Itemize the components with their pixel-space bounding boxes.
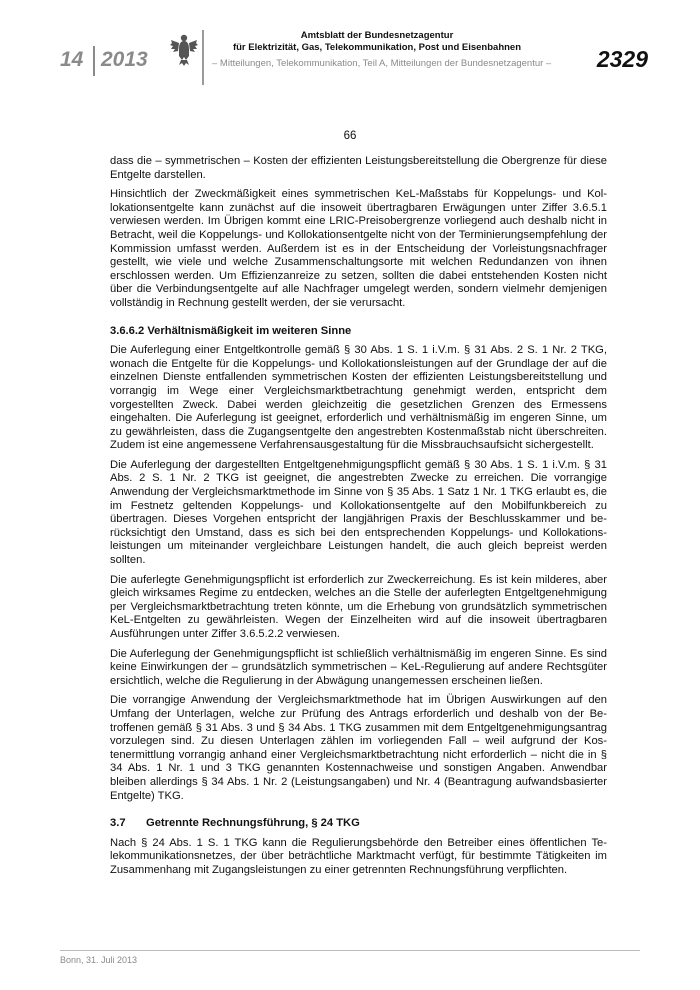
document-body [110, 155, 607, 884]
paragraph: Die Auferlegung der Genehmigungspflicht ist schließlich verhältnismäßig im engeren Sinne. Es sind keine Einwirkungen der – grundsätzlich symmetrischen – KeL-Regulierung auf andere Rechtsgüter ersichtlich, welche die Regulierung in der Abwägung unangemessen erscheinen ließen. [110, 647, 607, 687]
section-number: 3.7 [110, 817, 126, 830]
paragraph: Hinsichtlich der Zweckmäßigkeit eines symmetrischen KeL-Maßstabs für Koppelungs- und Kollokationsentgelte kann zunächst auf die insoweit übertragbaren Erwägungen unter Ziffer 3.6.5.1 verwiesen werden. Im Übrigen kommt eine LRIC-Preisobergrenze vorliegend auch deshalb nicht in Betracht, weil die Koppelungs- und Kollokationsentgelte nicht von der Terminierungsempfehlung der Kommission umfasst werden. Außerdem ist es in der Entscheidung der Vorleistungsnachfrager gestellt, wie viele und welche Zusammenschaltungsorte mit welchen Redundanzen von ihnen erschlossen werden. Um Effizienzanreize zu setzen, sollten die dabei entstehenden Kosten nicht über die Verbindungsentgelte auf alle Nachfrager umgelegt werden, sondern vielmehr demjenigen vollständig in Rechnung gestellt werden, der sie verursacht. [110, 188, 607, 309]
issue-year: 2013 [101, 48, 148, 71]
paragraph: Die vorrangige Anwendung der Vergleichsmarktmethode hat im Übrigen Auswirkungen auf den Umfang der Unterlagen, welche zur Prüfung des Antrags erforderlich und deshalb von der Betroffenen gemäß § 31 Abs. 3 und § 34 Abs. 1 TKG zusammen mit dem Entgeltgenehmigungsantrag vorzulegen sind. Zu diesen Unterlagen zählen im vorliegenden Fall – weil aufgrund der Kostenermittlung vorrangig anhand einer Vergleichsmarktbetrachtung nicht erforderlich – nicht die in § 34 Abs. 1 Nr. 1 und 3 TKG genannten Kostennachweise und sonstigen Angaben. Anwendbar bleiben allerdings § 34 Abs. 1 Nr. 2 (Leistungsangaben) und Nr. 4 (Beantragung aufwandsbasierter Entgelte) TKG. [110, 694, 607, 802]
paragraph: Die Auferlegung der dargestellten Entgeltgenehmigungspflicht gemäß § 30 Abs. 1 S. 1 i.V.m. § 31 Abs. 2 S. 1 Nr. 2 TKG ist geeignet, die angestrebten Zwecke zu erreichen. Die vorrangige Anwendung der Vergleichsmarktmethode im Sinne von § 35 Abs. 1 Satz 1 Nr. 1 TKG erlaubt es, die im Festnetz geltenden Koppelungs- und Kollokationsentgelte auf den Mobilfunkbereich zu übertragen. Dieses Vorgehen entspricht der langjährigen Praxis der Beschlusskammer und berücksichtigt den Umstand, dass es sich bei den entsprechenden Koppelungs- und Kollokationsleistungen um miteinander vergleichbare Leistungen handelt, die auch gleich bepreist werden sollten. [110, 458, 607, 567]
issue-number: 14 [60, 48, 84, 71]
federal-eagle-icon [170, 32, 198, 66]
page-number: 2329 [596, 46, 648, 72]
footer-place-date: Bonn, 31. Juli 2013 [60, 955, 138, 965]
publication-subtitle: – Mitteilungen, Telekommunikation, Teil A, Mitteilungen der Bundesnetzagentur – [212, 58, 552, 69]
issue-divider [93, 46, 95, 76]
page-header [0, 0, 700, 95]
section-heading: 3.6.6.2 Verhältnismäßigkeit im weiteren Sinne [110, 324, 352, 337]
publication-title-line2: für Elektrizität, Gas, Telekommunikation, Post und Eisenbahnen [232, 42, 522, 53]
publication-title-line1: Amtsblatt der Bundesnetzagentur [300, 30, 454, 41]
document-page-number: 66 [343, 130, 357, 142]
publication-title [212, 30, 542, 54]
paragraph: Die Auferlegung einer Entgeltkontrolle gemäß § 30 Abs. 1 S. 1 i.V.m. § 31 Abs. 2 S. 1 Nr. 2 TKG, wonach die Entgelte für die Koppelungs- und Kollokationsleistungen auf der Grundlage der auf die einzelnen Dienste entfallenden symmetrischen Kosten der effizienten Leistungsbereitstellung und vorrangig im Wege einer Vergleichsmarktbetrachtung genehmigt werden, entspricht dem vorgestellten Zweck. Dabei werden gleichzeitig die gesetzlichen Grenzen des Ermessens eingehalten. Die Auferlegung ist geeignet, erforderlich und verhältnismäßig im engeren Sinne, um zu gewährleisten, dass die Zugangsentgelte den angestrebten Kostenmaßstab nicht überschreiten. Zudem ist eine angemessene Verfahrensausgestaltung für die Missbrauchsaufsicht sichergestellt. [110, 344, 607, 452]
paragraph: dass die – symmetrischen – Kosten der effizienten Leistungsbereitstellung die Obergrenze für diese Entgelte darstellen. [110, 155, 607, 181]
paragraph: Die auferlegte Genehmigungspflicht ist erforderlich zur Zweckerreichung. Es ist kein milderes, aber gleich wirksames Regime zu entdecken, welches an die Stelle der auferlegten Entgeltgenehmigung per Vergleichsmarktbetrachtung treten könnte, um die Erhebung von grundsätzlich symmetrischen KeL-Entgelten zu gewährleisten. Wegen der Einzelheiten wird auf die insoweit übertragbaren Ausführungen unter Ziffer 3.6.5.2.2 verwiesen. [110, 573, 607, 640]
paragraph: Nach § 24 Abs. 1 S. 1 TKG kann die Regulierungsbehörde den Betreiber eines öffentlichen Telekommunikationsnetzes, der über beträchtliche Marktmacht verfügt, für bestimmte Tätigkeiten im Zusammenhang mit Zugangsleistungen zu einer getrennten Rechnungsführung verpflichten. [110, 836, 607, 876]
footer-divider [60, 950, 640, 951]
section-heading [110, 817, 607, 831]
header-divider [202, 30, 204, 85]
section-title: Getrennte Rechnungsführung, § 24 TKG [146, 817, 360, 830]
